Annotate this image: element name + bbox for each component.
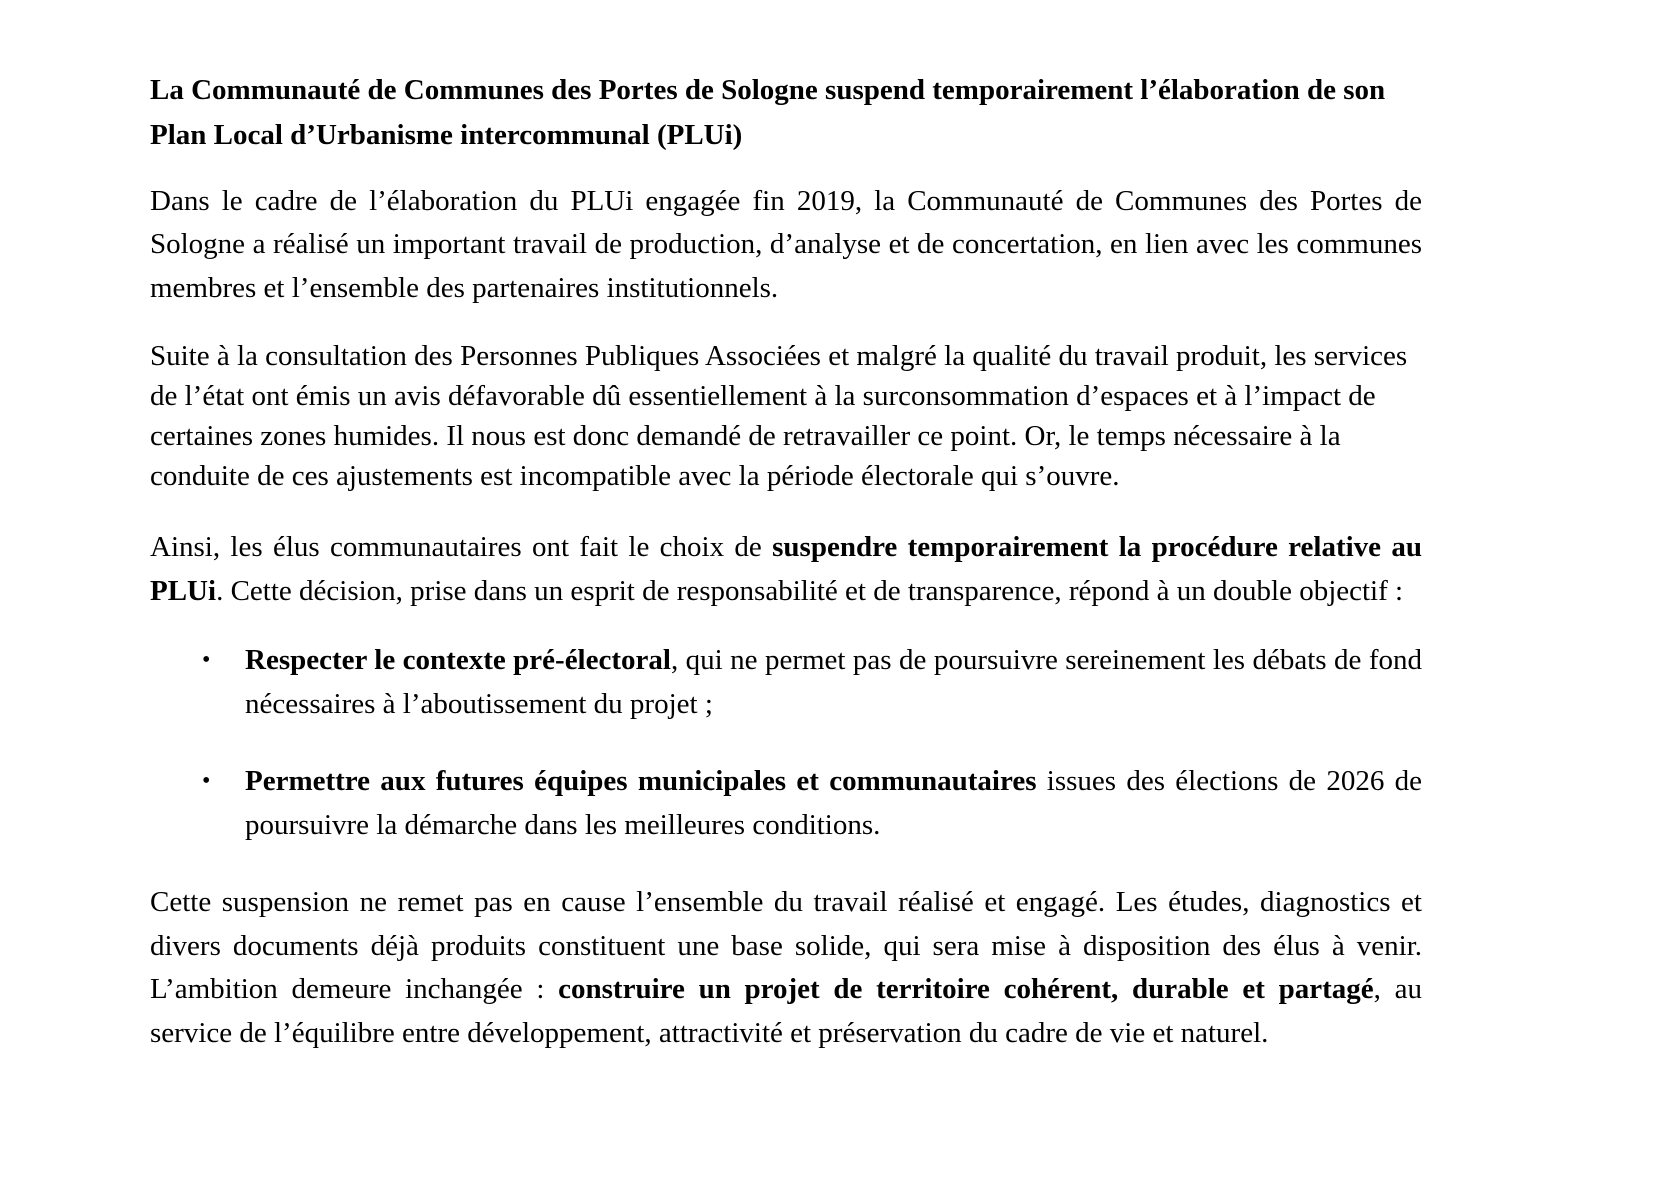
- bold-text-run: Permettre aux futures équipes municipales et communautaires: [245, 765, 1037, 798]
- list-item: [150, 760, 1422, 847]
- text-run: , au service de l’équilibre entre développement, attractivité et préservation du cadre de vie et naturel.: [150, 973, 1422, 1049]
- bullet-list: [150, 639, 1422, 847]
- paragraph-intro: [150, 180, 1422, 311]
- bold-text-run: construire un projet de territoire cohérent, durable et partagé: [558, 973, 1374, 1006]
- bullet-text: [245, 760, 1422, 847]
- text-run: . Cette décision, prise dans un esprit de responsabilité et de transparence, répond à un double objectif :: [216, 574, 1404, 607]
- text-run: , qui ne permet pas de poursuivre sereinement les débats de fond nécessaires à l’aboutissement du projet ;: [245, 644, 1422, 720]
- paragraph-conclusion: [150, 881, 1422, 1055]
- bullet-icon: •: [202, 647, 211, 674]
- paragraph-decision: [150, 526, 1422, 613]
- bold-text-run: Respecter le contexte pré-électoral: [245, 644, 671, 677]
- paragraph-avis: [150, 336, 1422, 496]
- bullet-text: [245, 639, 1422, 726]
- document-title: La Communauté de Communes des Portes de Sologne suspend temporairement l’élaboration de son Plan Local d’Urbanisme intercommunal (PLUi): [150, 74, 1386, 151]
- text-run: Ainsi, les élus communautaires ont fait le choix de: [150, 531, 773, 564]
- text-run: Cette suspension ne remet pas en cause l’ensemble du travail réalisé et engagé. Les études, diagnostics et divers documents déjà produits constituent une base solide, qui sera mise à disposition des élus à venir. L’ambition demeure inchangée :: [150, 886, 1422, 1006]
- bullet-icon: •: [202, 768, 211, 795]
- text-run: Suite à la consultation des Personnes Publiques Associées et malgré la qualité du travail produit, les services de l’état ont émis un avis défavorable dû essentiellement à la surconsommation d’espaces et à l’impact de certaines zones humides. Il nous est donc demandé de retravailler ce point. Or, le temps nécessaire à la conduite de ces ajustements est incompatible avec la période électorale qui s’ouvre.: [150, 340, 1408, 493]
- list-item: [150, 639, 1422, 726]
- text-run: Dans le cadre de l’élaboration du PLUi engagée fin 2019, la Communauté de Communes des Portes de Sologne a réalisé un important travail de production, d’analyse et de concertation, en lien avec les communes membres et l’ensemble des partenaires institutionnels.: [150, 184, 1422, 304]
- text-run: issues des élections de 2026 de poursuivre la démarche dans les meilleures conditions.: [245, 765, 1422, 841]
- bold-text-run: suspendre temporairement la procédure relative au PLUi: [150, 531, 1422, 607]
